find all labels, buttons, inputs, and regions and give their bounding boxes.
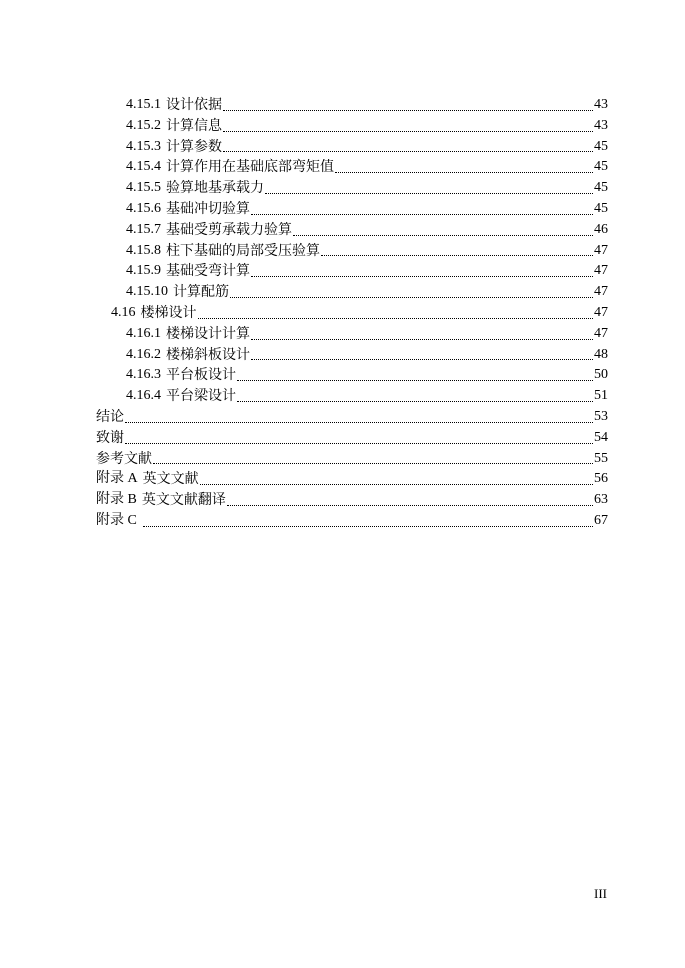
toc-entry-title: 验算地基承载力: [166, 180, 264, 197]
toc-dot-leader: [227, 505, 593, 506]
toc-dot-leader: [251, 214, 593, 215]
toc-entry-number: 4.15.6: [126, 200, 161, 216]
toc-entry-title: 计算信息: [166, 117, 222, 134]
toc-dot-leader: [125, 422, 593, 423]
page-number: III: [594, 886, 607, 901]
toc-entry-page: 63: [594, 492, 608, 508]
toc-entry-number: 4.15.3: [126, 138, 161, 154]
toc-entry-page: 50: [594, 367, 608, 383]
toc-entry-page: 67: [594, 512, 608, 528]
toc-entry-title: 基础受弯计算: [166, 263, 250, 280]
toc-entry-title: 致谢: [96, 429, 124, 446]
toc-dot-leader: [237, 401, 593, 402]
toc-entry[interactable]: [96, 407, 608, 428]
toc-entry[interactable]: [96, 261, 608, 282]
toc-entry[interactable]: [96, 241, 608, 262]
toc-entry-page: 46: [594, 221, 608, 237]
toc-entry-page: 55: [594, 450, 608, 466]
toc-entry[interactable]: [96, 449, 608, 470]
toc-dot-leader: [230, 297, 593, 298]
toc-dot-leader: [251, 339, 593, 340]
toc-entry[interactable]: [96, 95, 608, 116]
toc-entry-title: 楼梯斜板设计: [166, 346, 250, 363]
toc-entry-page: 47: [594, 325, 608, 341]
toc-entry[interactable]: [96, 303, 608, 324]
toc-entry-page: 56: [594, 471, 608, 487]
toc-entry-number: 4.16.4: [126, 388, 161, 404]
toc-entry-title: 设计依据: [166, 97, 222, 113]
toc-dot-leader: [143, 526, 593, 527]
toc-entry-page: 45: [594, 180, 608, 196]
toc-entry-number: 4.16.2: [126, 346, 161, 362]
toc-entry-number: 附录 A: [96, 471, 138, 487]
toc-dot-leader: [223, 110, 593, 111]
toc-entry-title: 楼梯设计计算: [166, 325, 250, 342]
toc-entry[interactable]: [96, 199, 608, 220]
toc-entry-page: 47: [594, 242, 608, 258]
toc-entry[interactable]: [96, 345, 608, 366]
toc-entry-number: 4.16.3: [126, 367, 161, 383]
toc-entry[interactable]: [96, 137, 608, 158]
toc-entry-page: 53: [594, 408, 608, 424]
toc-entry-number: 4.15.4: [126, 159, 161, 175]
toc-entry[interactable]: [96, 428, 608, 449]
toc-entry[interactable]: [96, 469, 608, 490]
toc-entry-title: 参考文献: [96, 450, 152, 467]
toc-entry-page: 43: [594, 117, 608, 133]
toc-entry[interactable]: [96, 282, 608, 303]
toc-entry-title: 计算作用在基础底部弯矩值: [166, 159, 334, 176]
toc-entry[interactable]: [96, 324, 608, 345]
toc-entry-title: 基础冲切验算: [166, 200, 250, 217]
toc-dot-leader: [265, 193, 593, 194]
toc-entry-number: 4.16: [111, 304, 136, 320]
toc-entry-title: 平台梁设计: [166, 388, 236, 405]
toc-entry-page: 45: [594, 138, 608, 154]
toc-entry-number: 4.15.1: [126, 97, 161, 112]
toc-entry-title: 计算参数: [166, 138, 222, 155]
toc-entry-title: 平台板设计: [166, 367, 236, 384]
toc-entry-title: 柱下基础的局部受压验算: [166, 242, 320, 259]
toc-entry-number: 4.15.2: [126, 117, 161, 133]
toc-dot-leader: [223, 151, 593, 152]
toc-dot-leader: [153, 463, 593, 464]
toc-dot-leader: [198, 318, 594, 319]
toc-entry[interactable]: [96, 116, 608, 137]
toc-entry[interactable]: [96, 511, 608, 532]
toc-entry-number: 4.15.10: [126, 284, 168, 300]
toc-entry-title: 基础受剪承载力验算: [166, 221, 292, 238]
toc-dot-leader: [200, 484, 593, 485]
toc-entry-number: 4.15.5: [126, 180, 161, 196]
toc-entry-number: 附录 C: [96, 512, 137, 528]
toc-entry-page: 54: [594, 429, 608, 445]
toc-dot-leader: [125, 443, 593, 444]
toc-entry-page: 45: [594, 200, 608, 216]
toc-entry-title: 英文文献翻译: [141, 492, 226, 509]
toc-entry-page: 47: [594, 263, 608, 279]
toc-entry-number: 4.16.1: [126, 325, 161, 341]
toc-entry[interactable]: [96, 157, 608, 178]
toc-entry-page: 51: [594, 388, 608, 404]
toc-dot-leader: [335, 172, 593, 173]
toc-dot-leader: [251, 359, 593, 360]
toc-entry-title: 英文文献: [142, 471, 199, 488]
toc-entry-number: 4.15.7: [126, 221, 161, 237]
toc-entry[interactable]: [96, 386, 608, 407]
toc-entry[interactable]: [96, 365, 608, 386]
toc-dot-leader: [251, 276, 593, 277]
toc-dot-leader: [237, 380, 593, 381]
toc-entry-page: 45: [594, 159, 608, 175]
toc-entry-title: 楼梯设计: [140, 304, 197, 321]
toc-dot-leader: [223, 131, 593, 132]
toc-entry-page: 47: [594, 304, 608, 320]
toc-entry-number: 附录 B: [96, 492, 137, 508]
toc-dot-leader: [321, 255, 593, 256]
toc-entry[interactable]: [96, 220, 608, 241]
toc-entry-title: 结论: [96, 408, 124, 425]
toc-entry-number: 4.15.9: [126, 263, 161, 279]
toc-entry-page: 48: [594, 346, 608, 362]
table-of-contents: [96, 95, 608, 532]
toc-entry[interactable]: [96, 178, 608, 199]
toc-entry-number: 4.15.8: [126, 242, 161, 258]
toc-entry-page: 47: [594, 284, 608, 300]
toc-dot-leader: [293, 235, 593, 236]
toc-entry[interactable]: [96, 490, 608, 511]
toc-entry-title: 计算配筋: [173, 284, 229, 301]
toc-entry-page: 43: [594, 97, 608, 112]
